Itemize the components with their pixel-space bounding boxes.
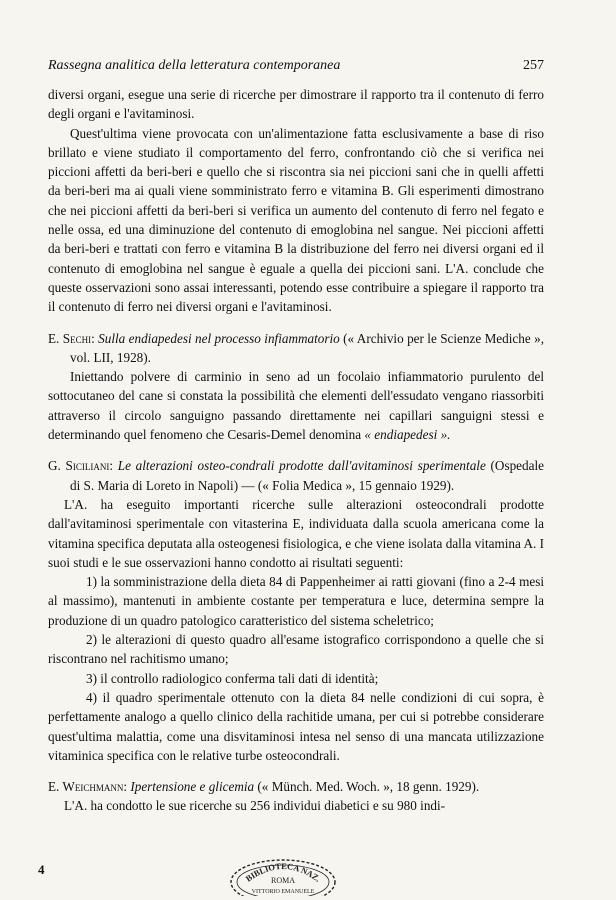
entry-source: (« Münch. Med. Woch. », 18 genn. 1929). — [257, 779, 480, 795]
entry-title: Sulla endiapedesi nel processo infiammatorio — [98, 330, 340, 346]
result-item: 4) il quadro sperimentale ottenuto con la dieta 84 nelle condizioni di cui sopra, è perfettamente analogo a quello clinico della rachitide umana, per cui si potrebbe considerare quest'ultima malattia, come una disvitaminosi intesa nel senso di una mancata utilizzazione vitaminica specifica con le relative turbe osteocondrali. — [48, 689, 544, 763]
running-title: Rassegna analitica della letteratura contemporanea — [48, 58, 341, 73]
article-body — [48, 85, 544, 816]
entry-title: Le alterazioni osteo-condrali prodotte dall'avitaminosi sperimentale — [117, 458, 486, 474]
entry-siciliani-citation: G. Siciliani: Le alterazioni osteo-condrali prodotte dall'avitaminosi sperimentale (Ospedale di S. Maria di Loreto in Napoli) — (« Folia Medica », 15 gennaio 1929). — [48, 458, 544, 493]
entry-weichmann-text: L'A. ha condotto le sue ricerche su 256 individui diabetici e su 980 indi- — [64, 798, 446, 814]
svg-text:BIBLIOTECA NAZ.: BIBLIOTECA NAZ. — [243, 860, 323, 884]
term-endiapedesi: « endiapedesi ». — [364, 427, 451, 443]
result-item: 2) le alterazioni di questo quadro all'esame istografico corrispondono a quelle che si riscontrano nel rachitismo umano; — [48, 632, 544, 667]
results-list — [48, 572, 544, 765]
paragraph-ferro: Quest'ultima viene provocata con un'alimentazione fatta esclusivamente a base di riso brillato e viene studiato il comportamento del ferro, confrontando ciò che si verifica nei piccioni affetti da beri-beri e quello che si riscontra sia nei piccioni sani che in quelli affetti da beri-beri ma ai quali viene somministrato ferro e vitamina B. Gli esperimenti dimostrano che nei piccioni affetti da beri-beri si verifica un aumento del contenuto di ferro nel fegato e nelle ossa, ed una diminuzione del contenuto di emoglobina nel sangue. Nei piccioni affetti da beri-beri e trattati con ferro e vitamina B la distribuzione del ferro nei diversi organi ed il contenuto di emoglobina nel sangue è eguale a quella dei piccioni sani. L'A. conclude che queste osservazioni sono assai interessanti, potendo esse contribuire a spiegare il rapporto tra il contenuto di ferro nei diversi organi e l'avitaminosi. — [48, 125, 544, 315]
entry-source: (Ospedale di S. Maria di Loreto in Napoli) — (« Folia Medica », 15 gennaio 1929). — [70, 458, 544, 493]
library-stamp — [223, 852, 343, 896]
entry-author: E. Weichmann — [48, 779, 124, 795]
entry-source: (« Archivio per le Scienze Mediche », vol. LII, 1928). — [70, 330, 545, 365]
running-header — [48, 58, 544, 74]
svg-text:ROMA: ROMA — [270, 876, 296, 885]
paragraph-continued: diversi organi, esegue una serie di ricerche per dimostrare il rapporto tra il contenuto di ferro degli organi e l'avitaminosi. — [48, 87, 544, 122]
result-item: 1) la somministrazione della dieta 84 di Pappenheimer ai ratti giovani (fino a 2-4 mesi al massimo), mantenuti in ambiente costante per temperatura e luce, determina sempre la produzione di un quadro patologico caratteristico del sistema scheletrico; — [48, 574, 544, 628]
entry-weichmann-citation: E. Weichmann: Ipertensione e glicemia (« Münch. Med. Woch. », 18 genn. 1929). — [48, 779, 480, 795]
signature-mark: 4 — [38, 862, 45, 877]
page-number: 257 — [523, 58, 544, 73]
entry-sechi-text: Iniettando polvere di carminio in seno ad un focolaio infiammatorio purulento del sottocutaneo del cane si constata la possibilità che elementi dell'essudato vengano riassorbiti attraverso il circolo sanguigno passando direttamente nei capillari sanguigni stessi e determinando quel fenomeno che Cesaris-Demel denomina « endiapedesi ». — [48, 369, 544, 443]
entry-author: G. Siciliani — [48, 458, 110, 474]
svg-text:VITTORIO EMANUELE: VITTORIO EMANUELE — [251, 889, 315, 895]
result-item: 3) il controllo radiologico conferma tali dati di identità; — [86, 670, 379, 686]
entry-title: Ipertensione e glicemia — [130, 779, 255, 795]
entry-sechi-citation: E. Sechi: Sulla endiapedesi nel processo infiammatorio (« Archivio per le Scienze Mediche », vol. LII, 1928). — [48, 330, 545, 365]
entry-author: E. Sechi — [48, 330, 92, 346]
entry-siciliani-intro: L'A. ha eseguito importanti ricerche sulle alterazioni osteocondrali prodotte dall'avitaminosi sperimentale con vitasterina E, individuata dalla scuola americana come la vitamina specifica deputata alla osteogenesi fisiologica, e che viene isolata dalla vitamina A. I suoi studi e le sue osservazioni hanno condotto ai risultati seguenti: — [48, 496, 544, 570]
